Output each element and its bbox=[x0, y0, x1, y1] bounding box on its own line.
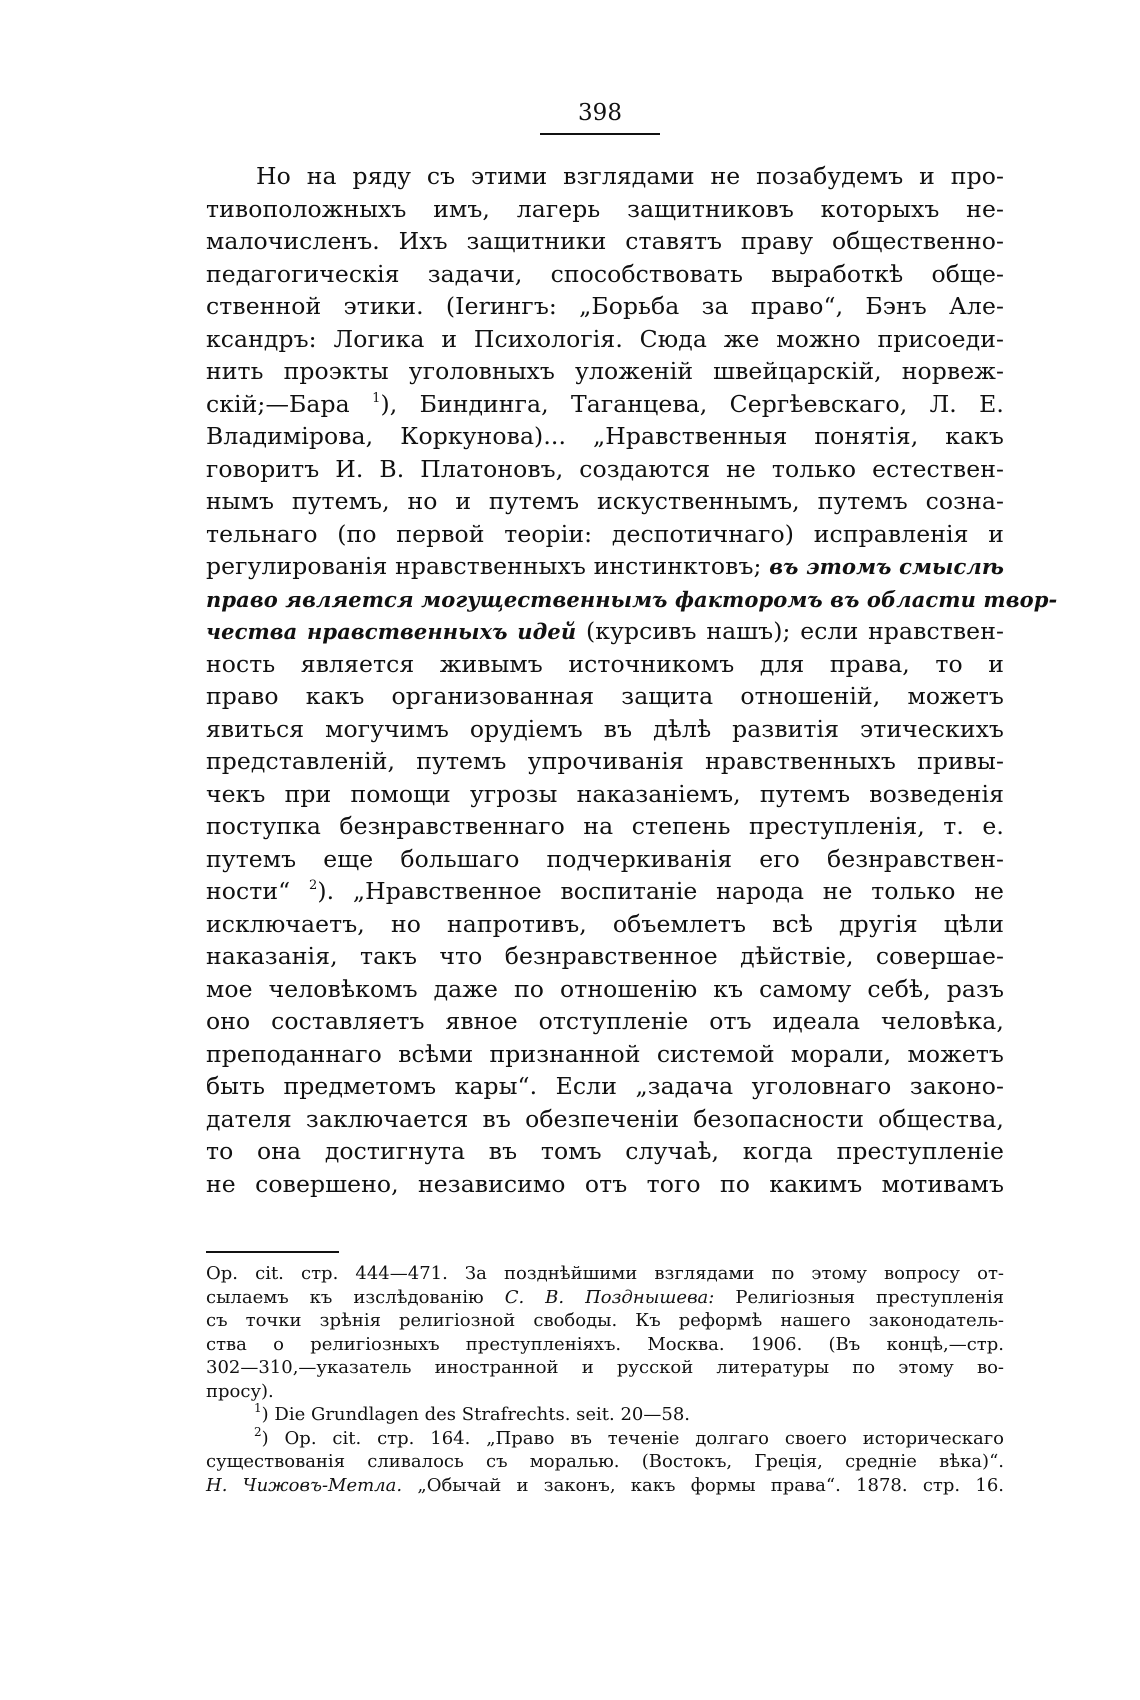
footnote-text-segment: „Обычай и законъ, какъ формы права“. 1878. стр. 16. bbox=[417, 1474, 1005, 1496]
italic-emphasis: право является могущественнымъ факторомъ въ области твор- bbox=[206, 586, 1058, 612]
body-text-segment: ), Биндинга, Таганцева, Сергѣевскаго, Л. Е. bbox=[380, 389, 1004, 418]
body-line: дателя заключается въ обезпеченіи безопасности общества, bbox=[206, 1104, 1004, 1133]
footnote-reference: 1 bbox=[372, 390, 381, 406]
footnote-text-segment: сылаемъ къ изслѣдованію bbox=[206, 1286, 484, 1308]
footnote-line: существованія сливалось съ моралью. (Востокъ, Греція, средніе вѣка)“. bbox=[206, 1451, 1004, 1472]
footnote-line bbox=[206, 1286, 1004, 1310]
footnote-mark: 1 bbox=[254, 1401, 262, 1415]
body-line: говоритъ И. В. Платоновъ, создаются не только естествен- bbox=[206, 454, 1004, 483]
body-line: нить проэкты уголовныхъ уложеній швейцарскій, норвеж- bbox=[206, 357, 1004, 385]
body-line bbox=[206, 875, 1004, 908]
body-line: тельнаго (по первой теоріи: деспотичнаго) исправленія и bbox=[206, 519, 1004, 548]
footnote-italic-author: Н. Чижовъ-Метла. bbox=[206, 1474, 403, 1496]
body-text-segment: ности“ bbox=[206, 877, 291, 905]
body-text-segment: (курсивъ нашъ); если нравствен- bbox=[586, 617, 1004, 645]
footnote-line bbox=[206, 1474, 1004, 1498]
footnote-2 bbox=[206, 1424, 1004, 1451]
body-line: нымъ путемъ, но и путемъ искуственнымъ, путемъ созна- bbox=[206, 487, 1004, 515]
footnote-line: просу). bbox=[206, 1380, 274, 1402]
footnote-text-segment: ) Op. cit. стр. 164. „Право въ теченіе долгаго своего историческаго bbox=[261, 1427, 1004, 1449]
footnote-italic-author: С. В. Позднышева: bbox=[504, 1286, 715, 1308]
body-line: педагогическія задачи, способствовать выработкѣ обще- bbox=[206, 259, 1004, 288]
body-line: Но на ряду съ этими взглядами не позабудемъ и про- bbox=[256, 162, 1004, 190]
page-number-rule bbox=[540, 133, 660, 135]
body-line: малочисленъ. Ихъ защитники ставятъ праву общественно- bbox=[206, 227, 1004, 255]
body-line: право какъ организованная защита отношеній, можетъ bbox=[206, 682, 1004, 710]
footnote-text-segment: Религіозныя преступленія bbox=[735, 1286, 1005, 1308]
body-line: представленій, путемъ упрочиванія нравственныхъ привы- bbox=[206, 747, 1004, 775]
body-line: путемъ еще большаго подчеркиванія его безнравствен- bbox=[206, 844, 1004, 873]
footnote-line: 302—310,—указатель иностранной и русской литературы по этому во- bbox=[206, 1357, 1004, 1378]
body-line: поступка безнравственнаго на степень преступленія, т. е. bbox=[206, 812, 1004, 840]
footnote-line: ства о религіозныхъ преступленіяхъ. Москва. 1906. (Въ концѣ,—стр. bbox=[206, 1333, 1004, 1355]
page-number: 398 bbox=[578, 100, 622, 126]
body-line: то она достигнута въ томъ случаѣ, когда преступленіе bbox=[206, 1137, 1004, 1165]
footnote-rule bbox=[206, 1251, 339, 1253]
body-line: тивоположныхъ имъ, лагерь защитниковъ которыхъ не- bbox=[206, 194, 1004, 223]
footnote-1 bbox=[206, 1403, 1004, 1427]
body-line: наказанія, такъ что безнравственное дѣйствіе, совершае- bbox=[206, 942, 1004, 970]
footnote-line: Op. cit. стр. 444—471. За позднѣйшими взглядами по этому вопросу от- bbox=[206, 1263, 1004, 1284]
body-line: быть предметомъ кары“. Если „задача уголовнаго законо- bbox=[206, 1072, 1004, 1100]
italic-emphasis: въ этомъ смыслѣ bbox=[769, 554, 1004, 579]
footnote-reference: 2 bbox=[308, 878, 318, 893]
body-line: исключаетъ, но напротивъ, объемлетъ всѣ другія цѣли bbox=[206, 909, 1004, 938]
body-line: ксандръ: Логика и Психологія. Сюда же можно присоеди- bbox=[206, 324, 1004, 353]
body-line: преподаннаго всѣми признанной системой морали, можетъ bbox=[206, 1039, 1004, 1068]
body-line bbox=[206, 615, 1004, 648]
body-line: ственной этики. (Ierингъ: „Борьба за право“, Бэнъ Але- bbox=[206, 292, 1004, 320]
footnotes bbox=[206, 1262, 1004, 1497]
body-line bbox=[206, 550, 1004, 583]
body-line: чекъ при помощи угрозы наказаніемъ, путемъ возведенія bbox=[206, 779, 1004, 808]
footnote-line: съ точки зрѣнія религіозной свободы. Къ реформѣ нашего законодатель- bbox=[206, 1310, 1004, 1331]
body-line bbox=[206, 388, 1004, 421]
body-text-segment: регулированія нравственныхъ инстинктовъ; bbox=[206, 552, 762, 580]
body-text-segment: скій;—Бара bbox=[206, 389, 350, 418]
body-text bbox=[206, 160, 1058, 1200]
italic-emphasis: чества нравственныхъ идей bbox=[206, 619, 577, 644]
body-line bbox=[206, 583, 1058, 616]
body-line: Владимірова, Коркунова)... „Нравственныя понятія, какъ bbox=[206, 422, 1004, 450]
body-line: мое человѣкомъ даже по отношенію къ самому себѣ, разъ bbox=[206, 974, 1004, 1003]
body-line: ность является живымъ источникомъ для права, то и bbox=[206, 649, 1004, 678]
body-line: явиться могучимъ орудіемъ въ дѣлѣ развитія этическихъ bbox=[206, 714, 1004, 743]
footnote-mark: 2 bbox=[254, 1424, 262, 1439]
body-line: оно составляетъ явное отступленіе отъ идеала человѣка, bbox=[206, 1007, 1004, 1035]
body-text-segment: ). „Нравственное воспитаніе народа не только не bbox=[317, 877, 1004, 905]
body-line: не совершено, независимо отъ того по какимъ мотивамъ bbox=[206, 1169, 1004, 1198]
footnote-text-segment: ) Die Grundlagen des Strafrechts. seit. 20—58. bbox=[261, 1404, 691, 1425]
